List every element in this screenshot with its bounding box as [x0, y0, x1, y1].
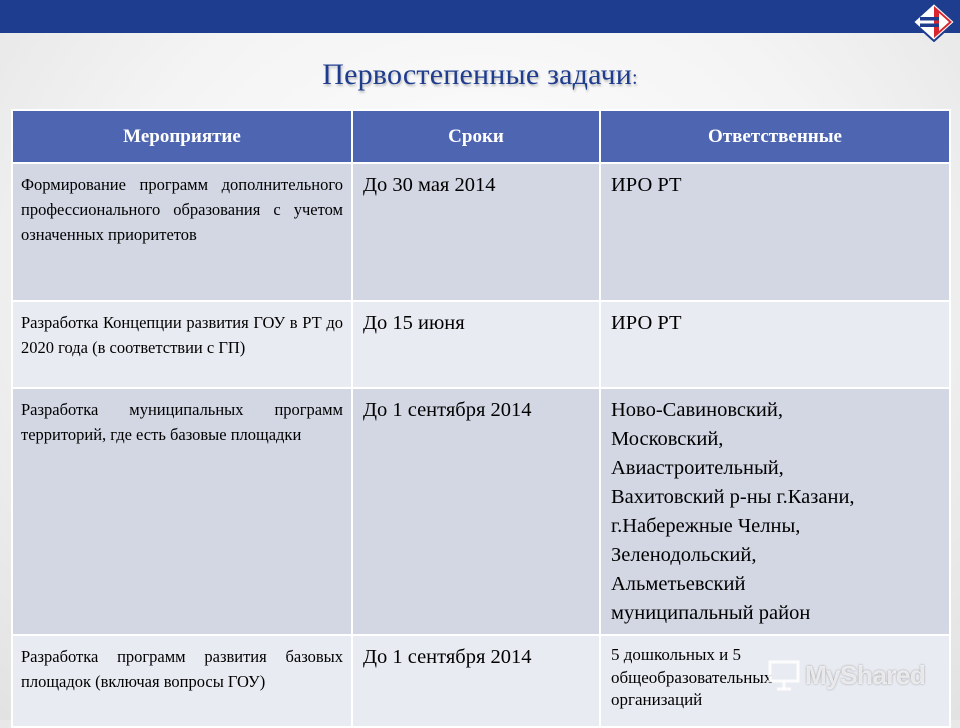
cell-deadline: До 1 сентября 2014	[352, 388, 600, 635]
presentation-icon	[767, 658, 801, 692]
responsible-line: Ново-Савиновский,	[611, 399, 783, 421]
table-row	[12, 163, 950, 301]
responsible-line: общеобразовательных	[611, 667, 773, 687]
cell-responsible	[600, 163, 950, 301]
header-event: Мероприятие	[12, 110, 352, 163]
responsible-line: муниципальный район	[611, 602, 811, 624]
responsible-line: Московский,	[611, 428, 724, 450]
responsible-line: Авиастроительный,	[611, 457, 784, 479]
responsible-line: г.Набережные Челны,	[611, 515, 801, 537]
watermark-text: MyShared	[805, 659, 926, 690]
responsible-line: Зеленодольский,	[611, 544, 757, 566]
table-header-row	[12, 110, 950, 163]
arrow-logo-icon	[911, 2, 957, 42]
cell-deadline: До 15 июня	[352, 301, 600, 388]
cell-responsible	[600, 301, 950, 388]
cell-event: Разработка программ развития базовых площадок (включая вопросы ГОУ)	[12, 635, 352, 727]
responsible-line: Альметьевский	[611, 573, 746, 595]
responsible-line: ИРО РТ	[611, 174, 682, 196]
responsible-line: 5 дошкольных и 5	[611, 645, 742, 664]
cell-event: Разработка муниципальных программ территорий, где есть базовые площадки	[12, 388, 352, 635]
cell-deadline: До 30 мая 2014	[352, 163, 600, 301]
slide-title-colon: :	[632, 67, 638, 89]
watermark	[767, 658, 925, 692]
cell-event: Разработка Концепции развития ГОУ в РТ до 2020 года (в соответствии с ГП)	[12, 301, 352, 388]
cell-deadline: До 1 сентября 2014	[352, 635, 600, 727]
tasks-table	[11, 109, 951, 728]
cell-responsible	[600, 388, 950, 635]
responsible-line: ИРО РТ	[611, 312, 682, 334]
slide-title	[0, 58, 960, 92]
responsible-line: Вахитовский р-ны г.Казани,	[611, 486, 855, 508]
header-deadline: Сроки	[352, 110, 600, 163]
header-responsible: Ответственные	[600, 110, 950, 163]
top-bar	[0, 0, 960, 33]
slide-title-text: Первостепенные задачи	[322, 58, 632, 91]
table-row	[12, 388, 950, 635]
cell-event: Формирование программ дополнительного профессионального образования с учетом означенных приоритетов	[12, 163, 352, 301]
table-row	[12, 301, 950, 388]
responsible-line: организаций	[611, 690, 703, 709]
